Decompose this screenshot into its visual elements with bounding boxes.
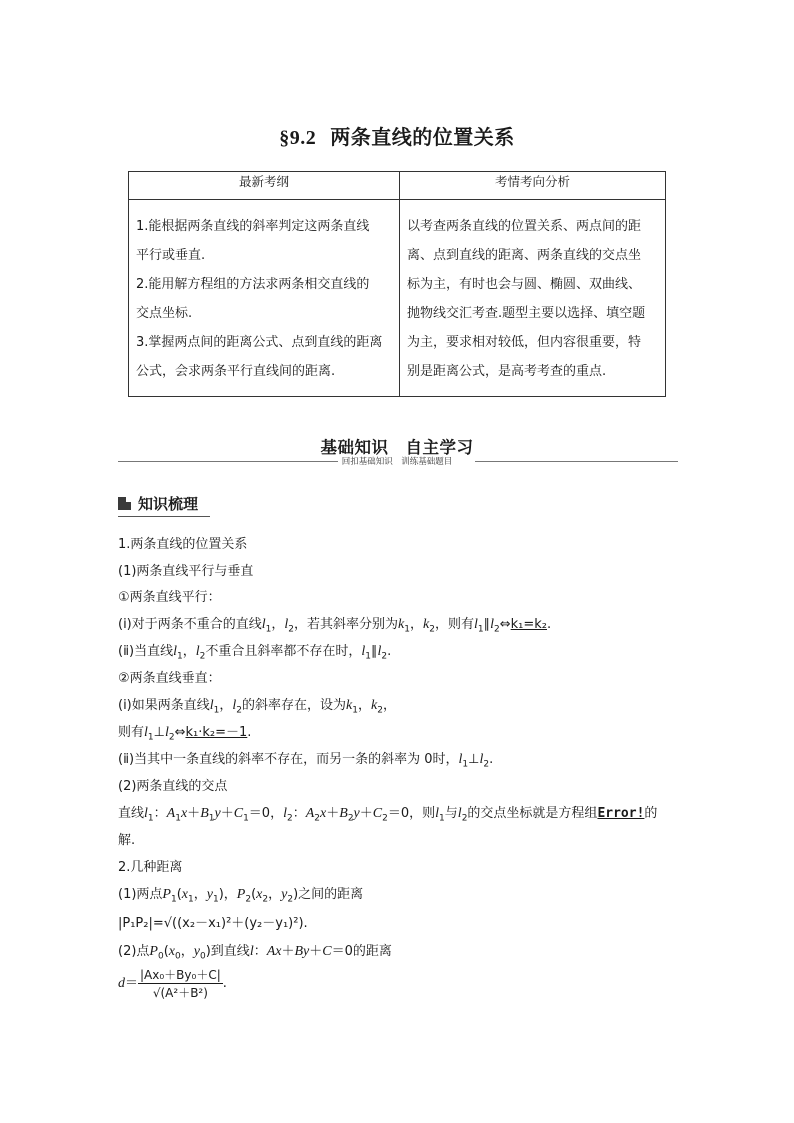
content-line: (1)两点$P_1(x_1$，$y_1$)，$P_2(x_2$，$y_2$)之间的距离 — [118, 887, 364, 905]
outline-table — [128, 171, 666, 397]
content-line: (2)两条直线的交点 — [118, 779, 228, 794]
analysis-line: 别是距离公式，是高考考查的重点. — [407, 364, 607, 379]
section-heading: 基础知识 自主学习 — [320, 438, 474, 457]
analysis-line: 标为主，有时也会与圆、椭圆、双曲线、 — [407, 277, 642, 292]
section-title: 两条直线的位置关系 — [330, 125, 515, 149]
table-header-analysis: 考情考向分析 — [400, 172, 666, 200]
syllabus-cell — [129, 200, 400, 397]
content-line: (ⅱ)当直线$l_1$，$l_2$不重合且斜率都不存在时，$l_1\parallel l_2$. — [118, 644, 392, 662]
content-line: 直线$l_1$：$A_1x+B_1y+C_1=0$，$l_2$：$A_2x+B_2y+C_2=0$，则$l_1$与$l_2$的交点坐标就是方程组Error!的 — [118, 806, 658, 824]
point-line-distance-formula: d＝ $\frac{\text{|Ax₀＋By₀＋C|}}{\text{√(A²＋B²)}}$ . — [118, 968, 227, 1000]
distance-fraction — [138, 966, 223, 1001]
analysis-line: 抛物线交汇考查.题型主要以选择、填空题 — [407, 306, 646, 321]
section-number: §9.2 — [279, 127, 317, 149]
fraction-numerator: |Ax₀＋By₀＋C| — [140, 968, 221, 982]
syllabus-line: 1.能根据两条直线的斜率判定这两条直线 — [136, 219, 370, 234]
content-line: ②两条直线垂直： — [118, 671, 221, 686]
distance-formula-two-points: |P₁P₂|=√((x₂－x₁)²＋(y₂－y₁)²). — [118, 916, 308, 931]
syllabus-line: 交点坐标. — [136, 306, 193, 321]
content-line: 解. — [118, 833, 136, 848]
content-line: 2.几种距离 — [118, 860, 183, 875]
analysis-cell — [400, 200, 666, 397]
content-line: (2)点$P_0(x_0$，$y_0$)到直线l：Ax＋By＋C＝0的距离 — [118, 944, 392, 962]
content-line: (1)两条直线平行与垂直 — [118, 564, 254, 579]
table-header-syllabus: 最新考纲 — [129, 172, 400, 200]
analysis-line: 为主，要求相对较低，但内容很重要，特 — [407, 335, 642, 350]
content-line: (ⅰ)对于两条不重合的直线$l_1$，$l_2$，若其斜率分别为$k_1$，$k_2$，则有$l_1\parallel l_2\Leftrightarrow k_1=k_2$. — [118, 617, 552, 635]
analysis-line: 离、点到直线的距离、两条直线的交点坐 — [407, 248, 642, 263]
fraction-denominator: √(A²＋B²) — [152, 986, 208, 1000]
syllabus-line: 2.能用解方程组的方法求两条相交直线的 — [136, 277, 370, 292]
tag-underline — [118, 516, 210, 517]
syllabus-line: 3.掌握两点间的距离公式、点到直线的距离 — [136, 335, 383, 350]
syllabus-line: 平行或垂直. — [136, 248, 206, 263]
analysis-line: 以考查两条直线的位置关系、两点间的距 — [407, 219, 642, 234]
content-line: (ⅱ)当其中一条直线的斜率不存在，而另一条的斜率为 0时，$l_1\perp l_2$. — [118, 752, 494, 770]
answer-parallel: k₁=k₂ — [510, 617, 548, 632]
section-subheading: 回扣基础知识 训练基础题目 — [0, 455, 794, 467]
content-line: ①两条直线平行： — [118, 590, 221, 605]
tag-square-icon — [118, 497, 131, 510]
page-title — [0, 121, 794, 150]
answer-perpendicular: k₁·k₂=－1 — [185, 725, 248, 740]
syllabus-line: 公式，会求两条平行直线间的距离. — [136, 364, 336, 379]
content-line: 1.两条直线的位置关系 — [118, 537, 248, 552]
content-line: 则有$l_1\perp l_2\Leftrightarrow k_1\cdot k_2=-1$. — [118, 725, 252, 743]
content-line: (ⅰ)如果两条直线$l_1$，$l_2$的斜率存在，设为$k_1$，$k_2$， — [118, 698, 396, 716]
tag-label: 知识梳理 — [138, 495, 199, 513]
error-placeholder: Error! — [597, 806, 645, 821]
